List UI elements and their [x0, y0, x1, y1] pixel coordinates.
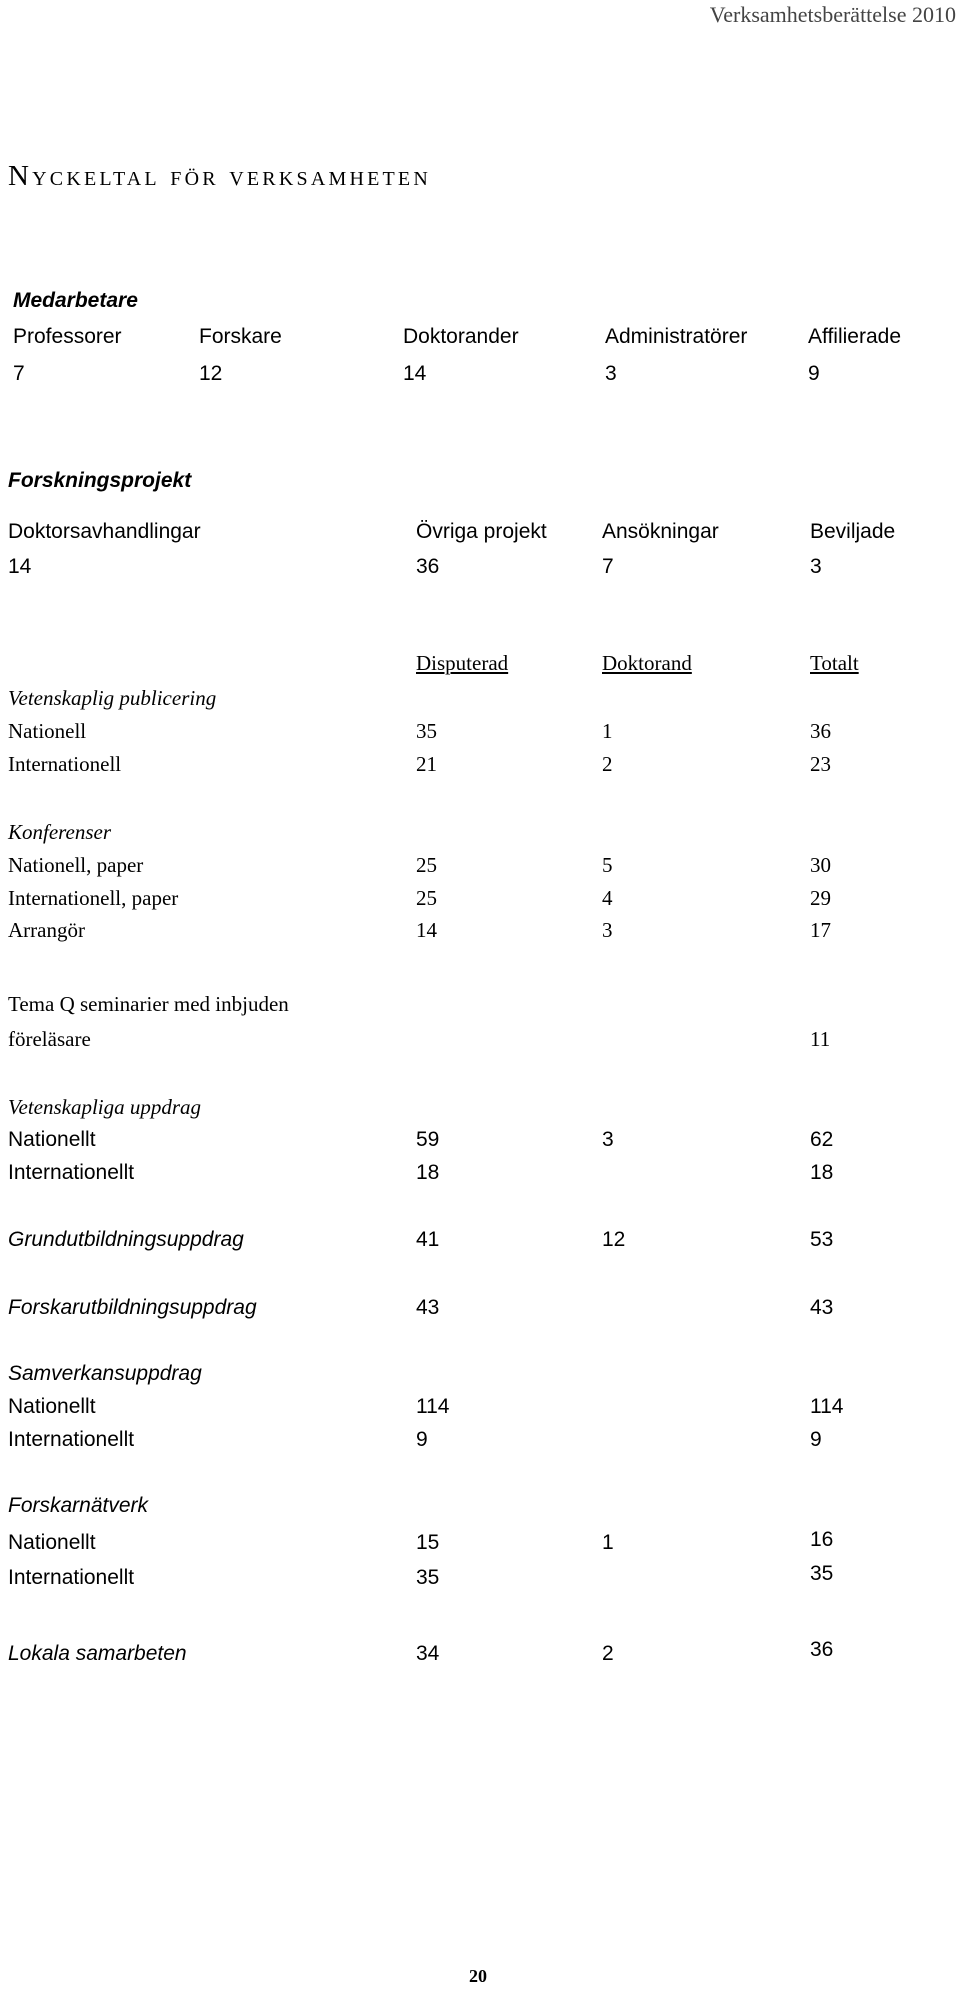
konferenser-internationell-doktorand: 4 — [602, 886, 613, 910]
forskarnatverk-internationellt-disputerad: 35 — [416, 1566, 440, 1589]
samverkan-internationellt-disputerad: 9 — [416, 1428, 428, 1451]
forskarnatverk-internationellt-totalt: 35 — [810, 1562, 834, 1585]
medarbetare-val-administratorer: 3 — [605, 362, 617, 385]
samverkan-label-internationellt: Internationellt — [8, 1428, 135, 1451]
samverkan-heading: Samverkansuppdrag — [8, 1362, 202, 1385]
forskningsprojekt-col-beviljade: Beviljade — [810, 520, 896, 543]
konferenser-arrangor-totalt: 17 — [810, 918, 831, 942]
page-number: 20 — [469, 1966, 487, 1986]
lokala-doktorand: 2 — [602, 1642, 614, 1665]
forskningsprojekt-val-ansokningar: 7 — [602, 555, 614, 578]
medarbetare-col-administratorer: Administratörer — [605, 325, 748, 348]
uppdrag-label-nationellt: Nationellt — [8, 1128, 96, 1151]
forskningsprojekt-col-ovriga: Övriga projekt — [416, 520, 547, 543]
medarbetare-col-forskare: Forskare — [199, 325, 282, 348]
lokala-disputerad: 34 — [416, 1642, 440, 1665]
running-header: Verksamhetsberättelse 2010 — [709, 2, 956, 27]
medarbetare-val-doktorander: 14 — [403, 362, 427, 385]
konferenser-internationell-totalt: 29 — [810, 886, 831, 910]
publicering-nationell-doktorand: 1 — [602, 719, 613, 743]
publicering-label-nationell: Nationell — [8, 719, 87, 743]
lokala-label: Lokala samarbeten — [8, 1642, 187, 1665]
forskningsprojekt-val-doktorsavhandlingar: 14 — [8, 555, 32, 578]
forskarnatverk-heading: Forskarnätverk — [8, 1494, 149, 1517]
forskningsprojekt-val-ovriga: 36 — [416, 555, 440, 578]
col-header-disputerad: Disputerad — [416, 651, 509, 675]
medarbetare-val-forskare: 12 — [199, 362, 223, 385]
konferenser-arrangor-doktorand: 3 — [602, 918, 613, 942]
publicering-nationell-totalt: 36 — [810, 719, 831, 743]
uppdrag-internationellt-disputerad: 18 — [416, 1161, 440, 1184]
medarbetare-col-doktorander: Doktorander — [403, 325, 519, 348]
samverkan-nationellt-totalt: 114 — [810, 1395, 844, 1418]
publicering-internationell-doktorand: 2 — [602, 752, 613, 776]
uppdrag-nationellt-doktorand: 3 — [602, 1128, 614, 1151]
forskningsprojekt-col-ansokningar: Ansökningar — [602, 520, 719, 543]
forskarnatverk-label-nationellt: Nationellt — [8, 1531, 96, 1554]
publicering-internationell-totalt: 23 — [810, 752, 831, 776]
forskarutbildning-label: Forskarutbildningsuppdrag — [8, 1296, 257, 1319]
tema-q-label-line1: Tema Q seminarier med inbjuden — [8, 992, 289, 1016]
grundutbildning-totalt: 53 — [810, 1228, 834, 1251]
medarbetare-col-professorer: Professorer — [13, 325, 122, 348]
uppdrag-nationellt-totalt: 62 — [810, 1128, 834, 1151]
konferenser-nationell-disputerad: 25 — [416, 853, 437, 877]
page-title: Nyckeltal för verksamheten — [8, 160, 431, 192]
konferenser-label-arrangor: Arrangör — [8, 918, 85, 942]
uppdrag-label-internationellt: Internationellt — [8, 1161, 135, 1184]
uppdrag-internationellt-totalt: 18 — [810, 1161, 834, 1184]
konferenser-label-nationell: Nationell, paper — [8, 853, 144, 877]
lokala-totalt: 36 — [810, 1638, 834, 1661]
grundutbildning-label: Grundutbildningsuppdrag — [8, 1228, 244, 1251]
grundutbildning-doktorand: 12 — [602, 1228, 626, 1251]
publicering-heading: Vetenskaplig publicering — [8, 686, 217, 710]
forskningsprojekt-col-doktorsavhandlingar: Doktorsavhandlingar — [8, 520, 201, 543]
forskarutbildning-totalt: 43 — [810, 1296, 834, 1319]
publicering-nationell-disputerad: 35 — [416, 719, 437, 743]
grundutbildning-disputerad: 41 — [416, 1228, 440, 1251]
medarbetare-col-affilierade: Affilierade — [808, 325, 902, 348]
forskarnatverk-nationellt-doktorand: 1 — [602, 1531, 614, 1554]
samverkan-label-nationellt: Nationellt — [8, 1395, 96, 1418]
konferenser-arrangor-disputerad: 14 — [416, 918, 437, 942]
forskarutbildning-disputerad: 43 — [416, 1296, 440, 1319]
konferenser-heading: Konferenser — [8, 820, 112, 844]
col-header-totalt: Totalt — [810, 651, 859, 675]
publicering-label-internationell: Internationell — [8, 752, 122, 776]
tema-q-totalt: 11 — [810, 1027, 831, 1051]
col-header-doktorand: Doktorand — [602, 651, 692, 675]
samverkan-nationellt-disputerad: 114 — [416, 1395, 450, 1418]
uppdrag-nationellt-disputerad: 59 — [416, 1128, 440, 1151]
forskarnatverk-nationellt-totalt: 16 — [810, 1528, 834, 1551]
konferenser-label-internationell: Internationell, paper — [8, 886, 179, 910]
medarbetare-val-affilierade: 9 — [808, 362, 820, 385]
tema-q-label-line2: föreläsare — [8, 1027, 91, 1051]
forskarnatverk-nationellt-disputerad: 15 — [416, 1531, 440, 1554]
publicering-internationell-disputerad: 21 — [416, 752, 437, 776]
forskningsprojekt-heading: Forskningsprojekt — [8, 469, 192, 492]
uppdrag-heading: Vetenskapliga uppdrag — [8, 1095, 202, 1119]
medarbetare-heading: Medarbetare — [13, 289, 138, 312]
konferenser-internationell-disputerad: 25 — [416, 886, 437, 910]
forskarnatverk-label-internationellt: Internationellt — [8, 1566, 135, 1589]
konferenser-nationell-totalt: 30 — [810, 853, 831, 877]
konferenser-nationell-doktorand: 5 — [602, 853, 613, 877]
samverkan-internationellt-totalt: 9 — [810, 1428, 822, 1451]
medarbetare-val-professorer: 7 — [13, 362, 25, 385]
forskningsprojekt-val-beviljade: 3 — [810, 555, 822, 578]
